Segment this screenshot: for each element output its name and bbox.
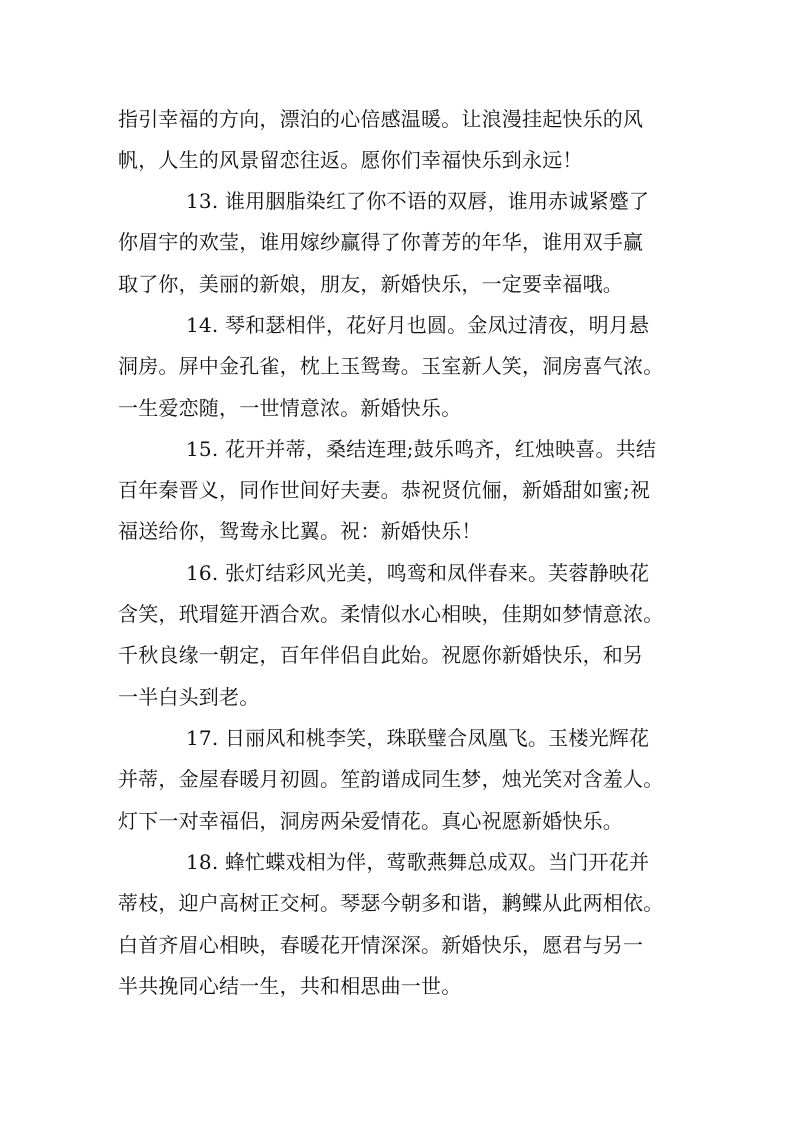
text-line: 灯下一对幸福侣，洞房两朵爱情花。真心祝愿新婚快乐。 (118, 809, 623, 833)
text-line: 半共挽同心结一生，共和相思曲一世。 (118, 974, 462, 998)
text-line: 福送给你，鸳鸯永比翼。祝：新婚快乐！ (118, 519, 482, 543)
text-line: 取了你，美丽的新娘，朋友，新婚快乐，一定要幸福哦。 (118, 272, 623, 296)
paragraph-17-first-line: 17. 日丽风和桃李笑，珠联璧合凤凰飞。玉楼光辉花 (186, 726, 650, 750)
paragraph-14-first-line: 14. 琴和瑟相伴，花好月也圆。金凤过清夜，明月悬 (186, 313, 650, 337)
text-line: 你眉宇的欢莹，谁用嫁纱赢得了你菁芳的年华，谁用双手赢 (118, 230, 644, 254)
text-line: 百年秦晋义，同作世间好夫妻。恭祝贤伉俪，新婚甜如蜜;祝 (118, 478, 651, 502)
text-line: 蒂枝，迎户高树正交柯。琴瑟今朝多和谐，鹣鲽从此两相依。 (118, 891, 664, 915)
text-line: 并蒂，金屋春暖月初圆。笙韵谱成同生梦，烛光笑对含羞人。 (118, 767, 664, 791)
text-line: 帆，人生的风景留恋往返。愿你们幸福快乐到永远！ (118, 148, 583, 172)
text-line: 指引幸福的方向，漂泊的心倍感温暖。让浪漫挂起快乐的风 (118, 107, 644, 131)
paragraph-15-first-line: 15. 花开并蒂，桑结连理;鼓乐鸣齐，红烛映喜。共结 (186, 437, 657, 461)
text-line: 白首齐眉心相映，春暖花开情深深。新婚快乐，愿君与另一 (118, 933, 644, 957)
text-line: 含笑，玳瑁筵开酒合欢。柔情似水心相映，佳期如梦情意浓。 (118, 602, 664, 626)
paragraph-18-first-line: 18. 蜂忙蝶戏相为伴，莺歌燕舞总成双。当门开花并 (186, 850, 650, 874)
text-line: 千秋良缘一朝定，百年伴侣自此始。祝愿你新婚快乐，和另 (118, 643, 644, 667)
text-line: 一半白头到老。 (118, 685, 260, 709)
paragraph-13-first-line: 13. 谁用胭脂染红了你不语的双唇，谁用赤诚紧蹙了 (186, 189, 650, 213)
paragraph-16-first-line: 16. 张灯结彩风光美，鸣鸾和凤伴春来。芙蓉静映花 (186, 561, 650, 585)
text-line: 一生爱恋随，一世情意浓。新婚快乐。 (118, 396, 462, 420)
text-line: 洞房。屏中金孔雀，枕上玉鸳鸯。玉室新人笑，洞房喜气浓。 (118, 354, 664, 378)
